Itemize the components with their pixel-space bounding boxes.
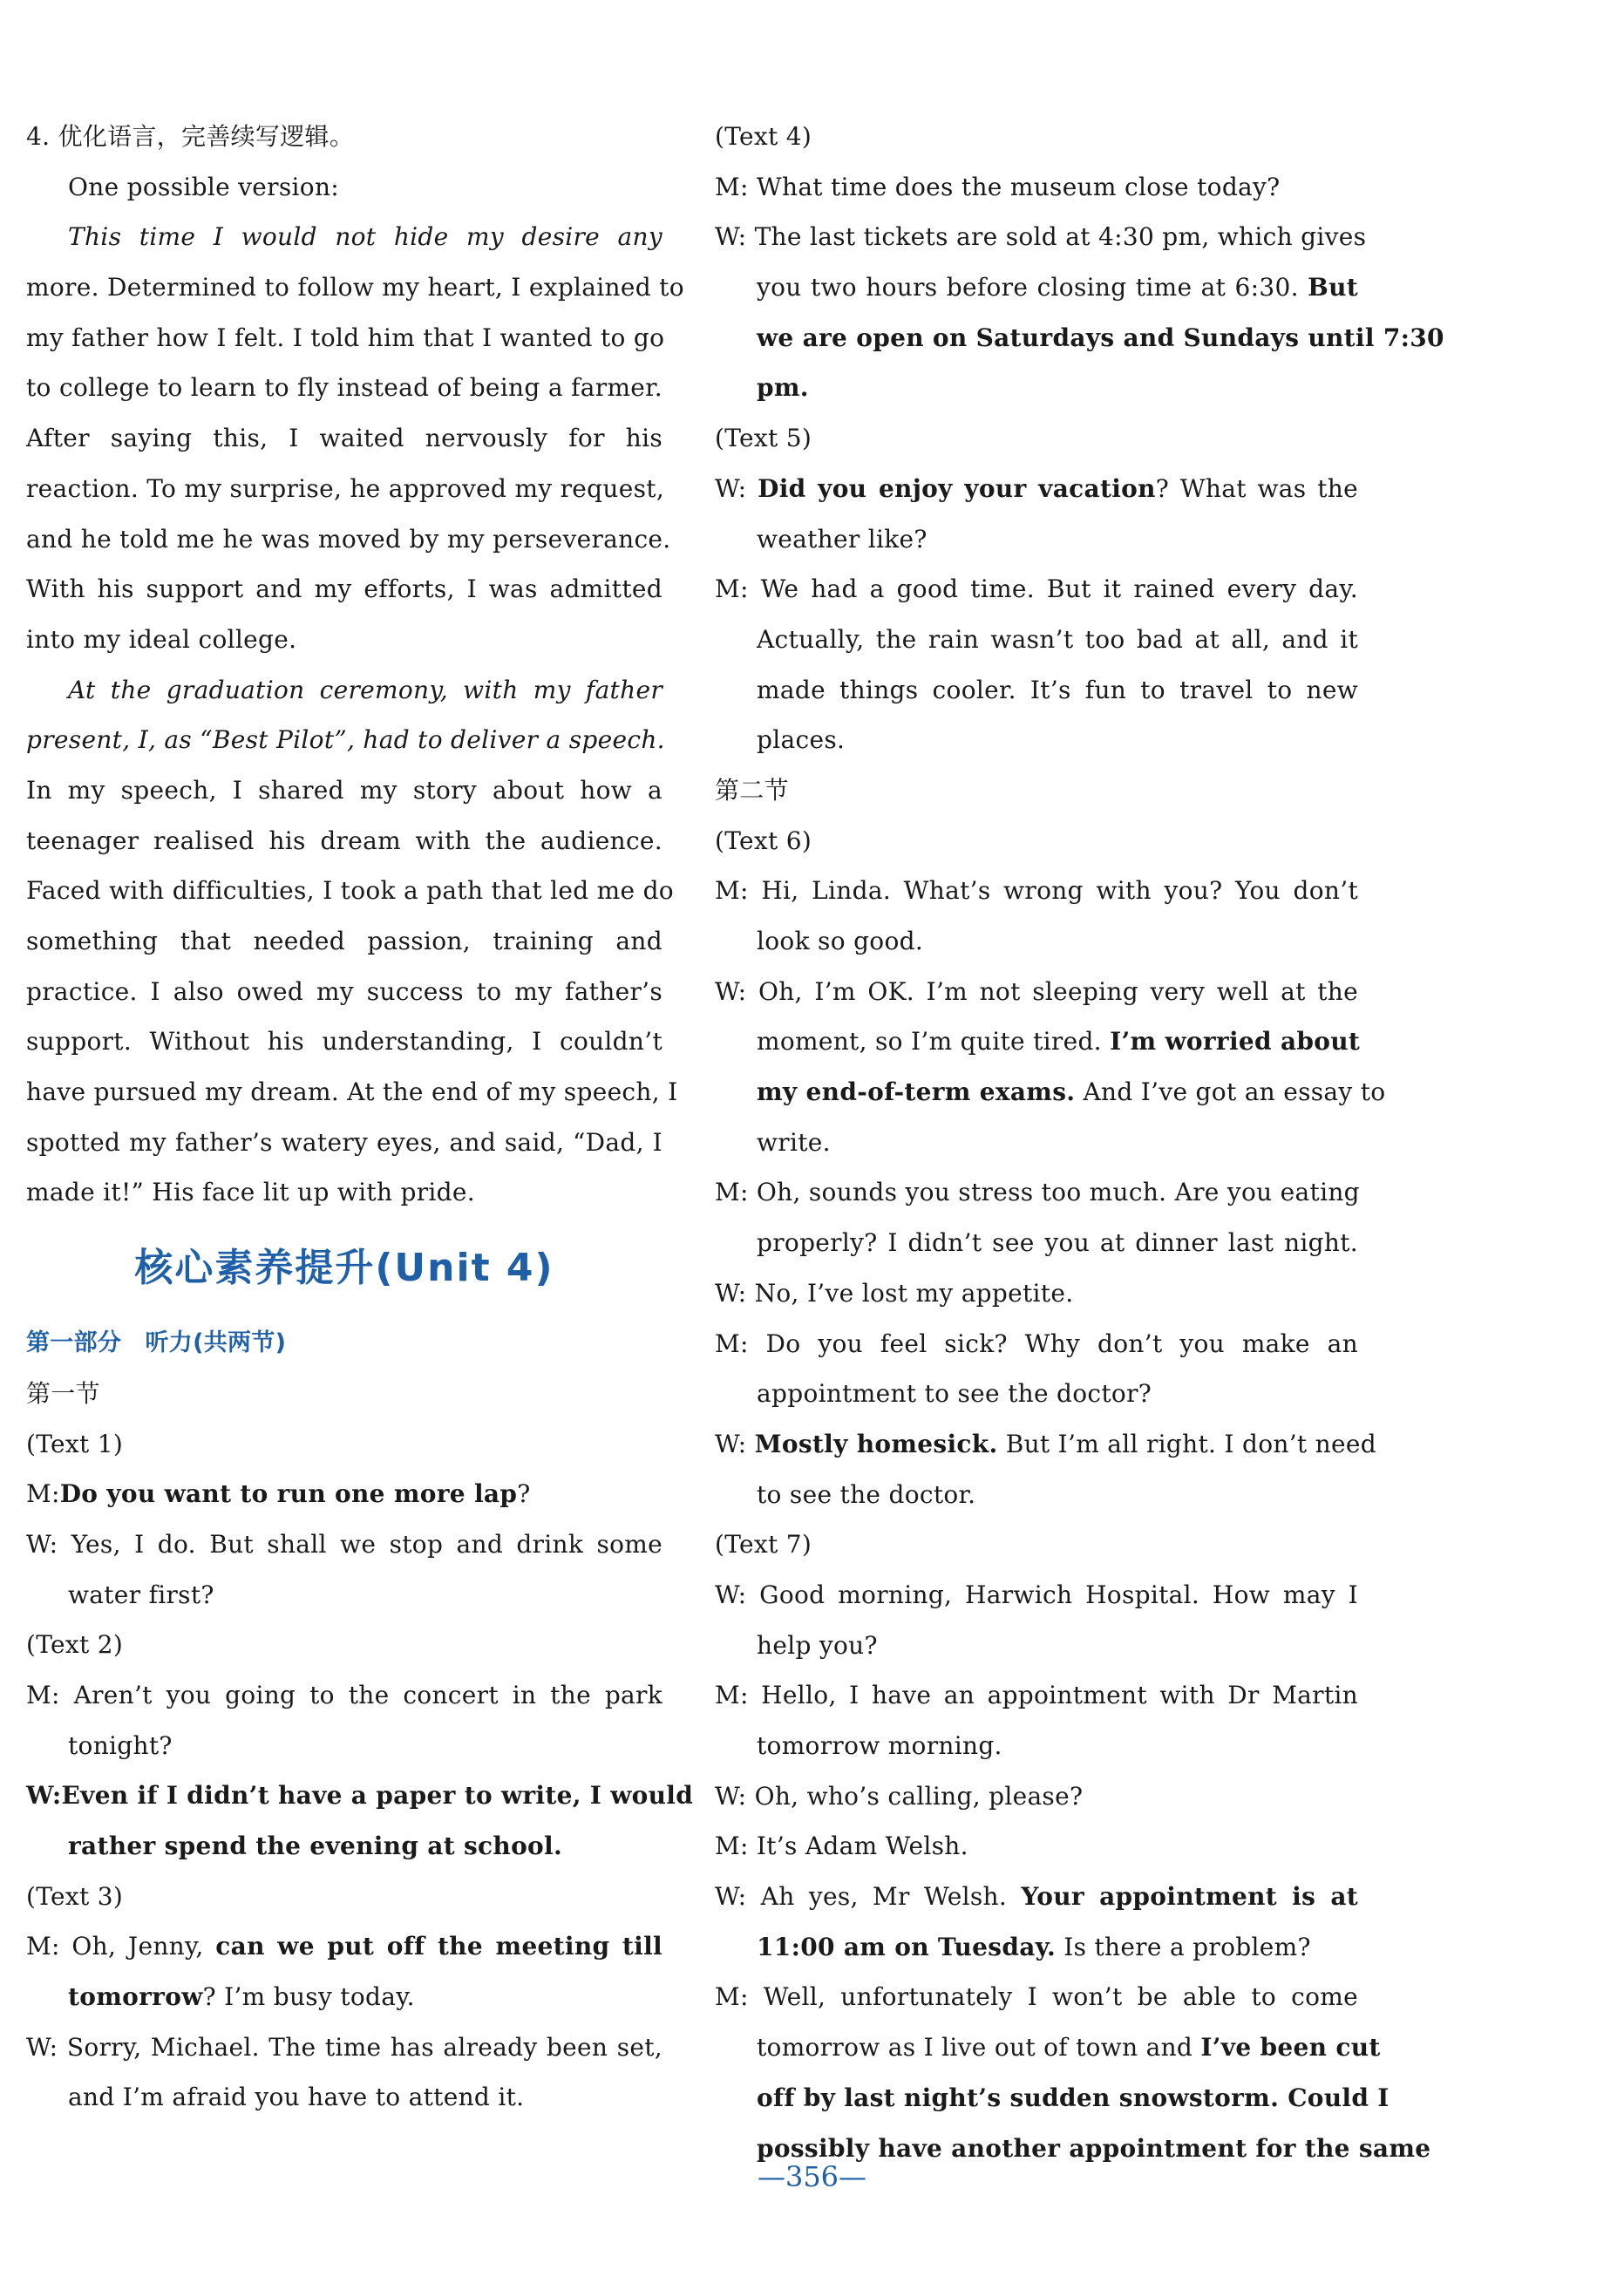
- text-5-w-line-2: weather like?: [757, 524, 928, 554]
- key-sentence: Even if I didn’t have a paper to write, I would: [61, 1781, 694, 1811]
- para2-line-6: something that needed passion, training and: [26, 927, 663, 955]
- text-6-m1-line-1: M: Hi, Linda. What’s wrong with you? You don’t: [715, 876, 1358, 906]
- text-5-m-line-2: Actually, the rain wasn’t too bad at all, and it: [757, 624, 1358, 654]
- text-5-label: (Text 5): [715, 424, 812, 453]
- sentence-rest: But I’m all right. I don’t need: [997, 1429, 1376, 1458]
- text-4-w-line-3: [715, 313, 1444, 364]
- key-sentence-cont: my end-of-term exams.: [757, 1077, 1076, 1107]
- para1-line-9: into my ideal college.: [26, 624, 297, 654]
- text-6-w2-line: W: No, I’ve lost my appetite.: [715, 1278, 1074, 1308]
- text-2-w-line-1: W:Even if I didn’t have a paper to write, I would: [26, 1781, 694, 1811]
- key-sentence-cont: off by last night’s sudden snowstorm. Could I: [757, 2083, 1390, 2112]
- key-sentence: Your appointment is at: [1021, 1882, 1358, 1912]
- text-3-label: (Text 3): [26, 1881, 124, 1911]
- sentence-rest: And I’ve got an essay to: [1075, 1077, 1386, 1107]
- sentence-rest: ?: [517, 1479, 531, 1509]
- key-sentence: can we put off the meeting till: [215, 1932, 663, 1961]
- para2-line-9: have pursued my dream. At the end of my speech, I: [26, 1077, 678, 1107]
- para2-line-3: In my speech, I shared my story about how a: [26, 775, 663, 805]
- para2-line-10: spotted my father’s watery eyes, and said, “Dad, I: [26, 1127, 663, 1157]
- text-4-m-line: M: What time does the museum close today?: [715, 172, 1281, 201]
- text-6-m1-line-2: look so good.: [757, 927, 924, 955]
- text-1-w-line-1: W: Yes, I do. But shall we stop and drink some: [26, 1529, 663, 1559]
- para1-line-8: With his support and my efforts, I was admitted: [26, 574, 663, 604]
- para1-line-3: my father how I felt. I told him that I wanted to go: [26, 323, 665, 352]
- text-7-label: (Text 7): [715, 1530, 812, 1560]
- text-6-m3-line-1: M: Do you feel sick? Why don’t you make an: [715, 1329, 1358, 1358]
- section-2-label: 第二节: [715, 775, 789, 805]
- speaker-w: W:: [715, 473, 758, 503]
- text-6-w3-line-1: [715, 1419, 1376, 1470]
- text-6-w1-line-3: [715, 1067, 1386, 1118]
- key-sentence-cont: possibly have another appointment for the same: [757, 2133, 1431, 2163]
- text-7-w1-line-1: W: Good morning, Harwich Hospital. How may I: [715, 1580, 1358, 1609]
- text-7-w3-line-1: [715, 1872, 1358, 1922]
- sentence-pre: W: Ah yes, Mr Welsh.: [715, 1882, 1022, 1912]
- text-4-w-line-1: W: The last tickets are sold at 4:30 pm, which gives: [715, 222, 1367, 252]
- key-sentence: I’ve been cut: [1200, 2033, 1381, 2063]
- text-6-label: (Text 6): [715, 826, 812, 855]
- text-7-m3-line-3: [715, 2073, 1390, 2124]
- sentence-pre: tomorrow as I live out of town and: [757, 2033, 1201, 2063]
- sentence-pre: moment, so I’m quite tired.: [757, 1027, 1111, 1057]
- text-6-w1-line-1: W: Oh, I’m OK. I’m not sleeping very well at the: [715, 976, 1358, 1006]
- text-2-m-line-2: tonight?: [68, 1730, 173, 1760]
- para1-line-2: more. Determined to follow my heart, I explained to: [26, 273, 684, 302]
- text-2-label: (Text 2): [26, 1630, 124, 1660]
- para2-line-5: Faced with difficulties, I took a path that led me do: [26, 876, 674, 906]
- key-sentence-cont: rather spend the evening at school.: [68, 1832, 562, 1860]
- sentence-rest: ? What was the: [1155, 473, 1358, 503]
- text-7-w2-line: W: Oh, who’s calling, please?: [715, 1781, 1084, 1811]
- text-5-w-line-1: [715, 464, 1358, 514]
- para1-line-7: and he told me he was moved by my perseverance.: [26, 524, 671, 554]
- sentence-pre: you two hours before closing time at 6:30.: [757, 273, 1308, 302]
- sentence-pre: M: Oh, Jenny,: [26, 1932, 216, 1961]
- para2-line-4: teenager realised his dream with the audience.: [26, 826, 663, 855]
- para2-line-7: practice. I also owed my success to my father’s: [26, 976, 663, 1006]
- key-sentence-end: pm.: [757, 373, 809, 403]
- key-sentence-cont: we are open on Saturdays and Sundays until 7:30: [757, 323, 1444, 352]
- key-sentence: Do you want to run one more lap: [59, 1479, 518, 1509]
- section-1-label: 第一节: [26, 1378, 100, 1408]
- right-column: [715, 112, 1444, 2173]
- para1-line-4: to college to learn to fly instead of being a farmer.: [26, 373, 663, 403]
- para1-line-5: After saying this, I waited nervously for his: [26, 424, 663, 453]
- key-sentence: But: [1308, 273, 1358, 302]
- text-1-w-line-2: water first?: [68, 1580, 214, 1609]
- text-6-m3-line-2: appointment to see the doctor?: [757, 1379, 1152, 1409]
- para2-line-11: made it!” His face lit up with pride.: [26, 1178, 475, 1207]
- text-3-w-line-1: W: Sorry, Michael. The time has already been set,: [26, 2032, 663, 2062]
- text-5-m-line-1: M: We had a good time. But it rained every day.: [715, 574, 1358, 604]
- para1-line-1: This time I would not hide my desire any: [68, 222, 663, 252]
- text-4-w-line-4: [715, 363, 1358, 413]
- key-sentence: I’m worried about: [1110, 1027, 1361, 1057]
- text-6-m2-line-1: M: Oh, sounds you stress too much. Are you eating: [715, 1178, 1360, 1207]
- text-3-m-line-1: [26, 1921, 663, 1972]
- text-5-m-line-3: made things cooler. It’s fun to travel to new: [757, 675, 1358, 704]
- part-heading: 第一部分 听力(共两节): [26, 1329, 287, 1357]
- step-heading: 4. 优化语言，完善续写逻辑。: [26, 122, 355, 151]
- text-2-m-line-1: M: Aren’t you going to the concert in the park: [26, 1680, 663, 1709]
- paragraph-2: [26, 665, 678, 1219]
- paragraph-1: [26, 212, 684, 664]
- page-number: —356—: [757, 2160, 867, 2193]
- text-7-m3-line-2: [715, 2022, 1381, 2073]
- text-7-w1-line-2: help you?: [757, 1630, 878, 1660]
- para2-line-2: present, I, as “Best Pilot”, had to deliver a speech.: [26, 725, 665, 755]
- key-sentence: Mostly homesick.: [754, 1429, 998, 1458]
- para2-line-8: support. Without his understanding, I couldn’t: [26, 1027, 663, 1057]
- text-1-label: (Text 1): [26, 1429, 124, 1458]
- text-1-m-line: [26, 1469, 663, 1519]
- text-7-m2-line: M: It’s Adam Welsh.: [715, 1832, 968, 1861]
- unit-title: 核心素养提升(Unit 4): [134, 1246, 554, 1291]
- text-3-m-line-2: [26, 1972, 663, 2022]
- text-6-m2-line-2: properly? I didn’t see you at dinner last night.: [757, 1228, 1358, 1258]
- speaker-w: W:: [715, 1429, 755, 1458]
- text-7-w3-line-2: [715, 1922, 1358, 1973]
- para2-line-1: At the graduation ceremony, with my father: [68, 675, 663, 704]
- left-column: [26, 112, 694, 2123]
- text-4-label: (Text 4): [715, 122, 812, 151]
- version-label: One possible version:: [68, 172, 340, 201]
- text-3-w-line-2: and I’m afraid you have to attend it.: [68, 2083, 525, 2112]
- key-sentence-cont: tomorrow: [68, 1982, 203, 2012]
- text-7-m3-line-1: M: Well, unfortunately I won’t be able to come: [715, 1982, 1358, 2012]
- text-6-w3-line-2: to see the doctor.: [757, 1479, 976, 1509]
- sentence-rest: Is there a problem?: [1056, 1932, 1311, 1961]
- text-6-w1-line-4: write.: [757, 1127, 831, 1157]
- text-5-m-line-4: places.: [757, 725, 846, 755]
- key-sentence: Did you enjoy your vacation: [758, 473, 1156, 503]
- text-2-w-line-2: [26, 1821, 663, 1872]
- key-sentence-cont: 11:00 am on Tuesday.: [757, 1932, 1057, 1961]
- speaker-m: M:: [26, 1479, 60, 1509]
- text-7-m1-line-1: M: Hello, I have an appointment with Dr Martin: [715, 1681, 1358, 1710]
- text-6-w1-line-2: [715, 1016, 1361, 1067]
- text-4-w-line-2: [715, 262, 1358, 313]
- text-7-m1-line-2: tomorrow morning.: [757, 1731, 1002, 1760]
- para1-line-6: reaction. To my surprise, he approved my request,: [26, 473, 665, 503]
- sentence-rest: ? I’m busy today.: [202, 1982, 415, 2012]
